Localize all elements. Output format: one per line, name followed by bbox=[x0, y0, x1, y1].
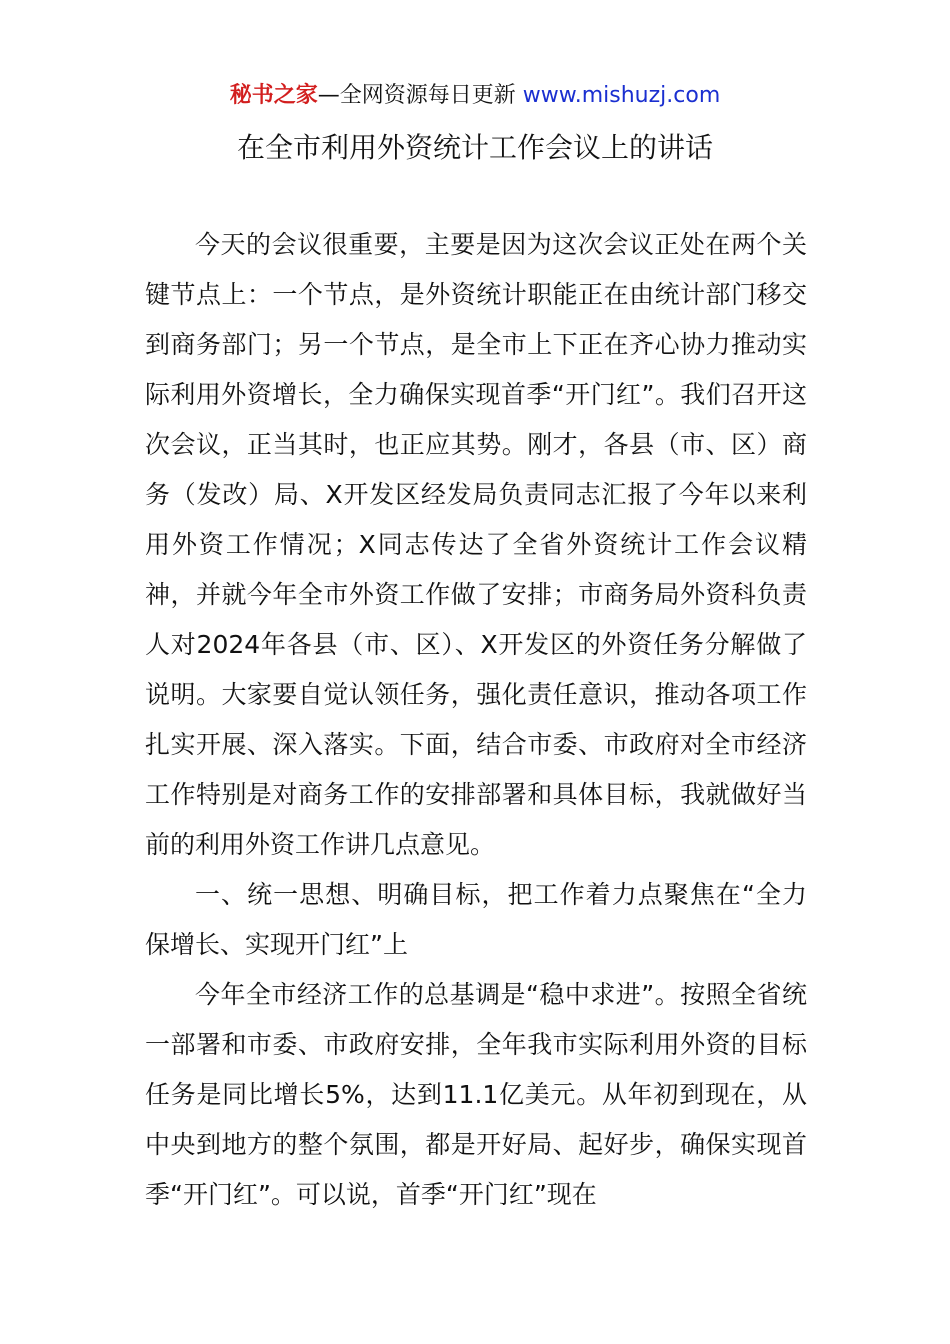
site-header bbox=[0, 80, 950, 112]
document-body bbox=[145, 220, 807, 1220]
section-heading-1: 一、统一思想、明确目标，把工作着力点聚焦在“全力保增长、实现开门红”上 bbox=[145, 880, 807, 959]
paragraph-intro: 今天的会议很重要，主要是因为这次会议正处在两个关键节点上：一个节点，是外资统计职能正在由统计部门移交到商务部门；另一个节点，是全市上下正在齐心协力推动实际利用外资增长，全力确保实现首季“开门红”。我们召开这次会议，正当其时，也正应其势。刚才，各县（市、区）商务（发改）局、X开发区经发局负责同志汇报了今年以来利用外资工作情况；X同志传达了全省外资统计工作会议精神，并就今年全市外资工作做了安排；市商务局外资科负责人对2024年各县（市、区）、X开发区的外资任务分解做了说明。大家要自觉认领任务，强化责任意识，推动各项工作扎实开展、深入落实。下面，结合市委、市政府对全市经济工作特别是对商务工作的安排部署和具体目标，我就做好当前的利用外资工作讲几点意见。 bbox=[145, 230, 807, 859]
site-brand: 秘书之家 bbox=[229, 83, 318, 108]
site-url-link[interactable]: www.mishuzj.com bbox=[522, 83, 721, 108]
paragraph-section-1: 今年全市经济工作的总基调是“稳中求进”。按照全省统一部署和市委、市政府安排，全年我市实际利用外资的目标任务是同比增长5%，达到11.1亿美元。从年初到现在，从中央到地方的整个氛围，都是开好局、起好步，确保实现首季“开门红”。可以说，首季“开门红”现在 bbox=[145, 980, 807, 1209]
document-title: 在全市利用外资统计工作会议上的讲话 bbox=[236, 131, 713, 164]
site-tagline: —全网资源每日更新 bbox=[317, 83, 516, 108]
